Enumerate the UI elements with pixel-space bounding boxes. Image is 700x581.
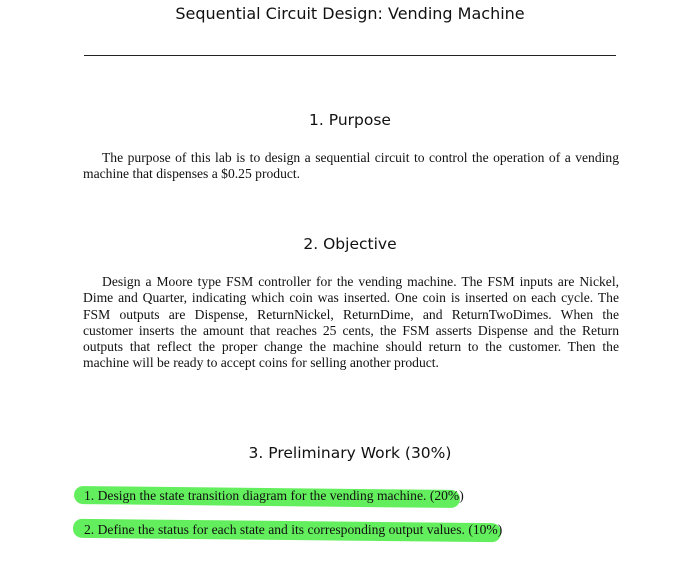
purpose-heading: 1. Purpose: [309, 111, 391, 129]
preliminary-item: [84, 488, 464, 504]
purpose-paragraph: The purpose of this lab is to design a sequential circuit to control the operation of a vending machine that dispenses a $0.25 product.: [83, 150, 619, 182]
preliminary-item-weight: (10%): [468, 522, 503, 537]
preliminary-item-text: 2. Define the status for each state and its corresponding output values.: [84, 522, 465, 537]
preliminary-item: [84, 522, 502, 538]
title-divider: [84, 55, 616, 56]
preliminary-item-weight: (20%): [429, 488, 464, 503]
preliminary-item-text: 1. Design the state transition diagram for the vending machine.: [84, 488, 427, 503]
objective-heading: 2. Objective: [303, 235, 397, 253]
objective-paragraph: Design a Moore type FSM controller for the vending machine. The FSM inputs are Nickel, Dime and Quarter, indicating which coin was inserted. One coin is inserted on each cycle. The FSM outputs are Dispense, ReturnNickel, ReturnDime, and ReturnTwoDimes. When the customer inserts the amount that reaches 25 cents, the FSM asserts Dispense and the Return outputs that reflect the proper change the machine should return to the customer. Then the machine will be ready to accept coins for selling another product.: [83, 274, 619, 371]
document-title: Sequential Circuit Design: Vending Machine: [175, 4, 525, 23]
preliminary-heading: 3. Preliminary Work (30%): [248, 444, 452, 462]
